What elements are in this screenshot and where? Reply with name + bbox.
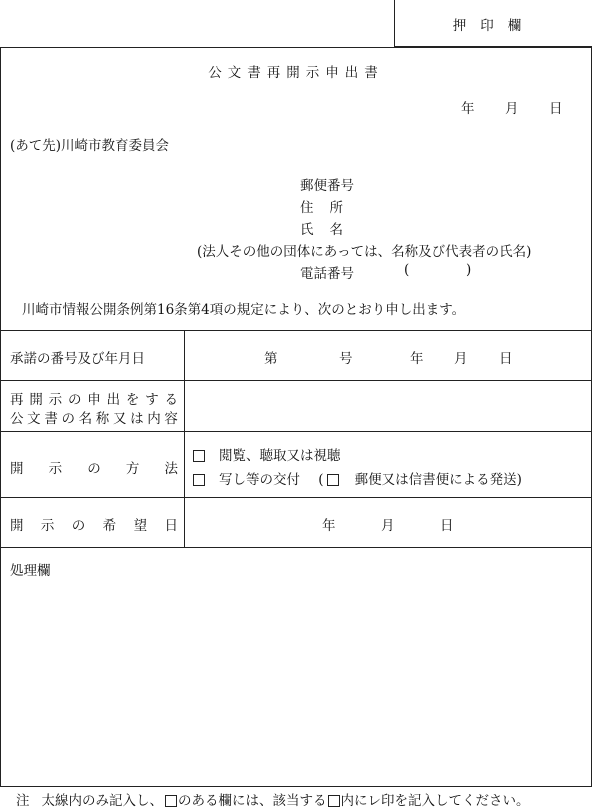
method-label-char: 法: [164, 461, 178, 477]
desired-month: 月: [381, 518, 395, 534]
document-label-line1-char: 申: [87, 392, 101, 408]
desired-date-label-char: の: [71, 518, 86, 534]
footer-note-part1: 太線内のみ記入し、: [41, 793, 163, 809]
addressee: (あて先)川崎市教育委員会: [10, 138, 170, 154]
phone-label: 電話番号: [300, 266, 354, 282]
document-label-line2-char: 名: [78, 411, 93, 427]
method-option2-text: 写し等の交付: [219, 472, 300, 488]
document-label-line2-char: 又: [112, 411, 127, 427]
method-paren-close: ): [516, 472, 522, 488]
method-paren-open: (: [318, 472, 324, 488]
document-label-line2-char: 書: [44, 411, 58, 427]
desired-day: 日: [440, 518, 454, 534]
document-label-line2-char: 称: [95, 411, 110, 427]
method-option1[interactable]: [193, 444, 341, 464]
date-day-label: 日: [549, 101, 563, 117]
date-year-label: 年: [461, 101, 475, 117]
method-label-char: 示: [48, 461, 63, 477]
statement: 川崎市情報公開条例第16条第4項の規定により、次のとおり申し出ます。: [22, 302, 466, 318]
approval-day: 日: [499, 351, 513, 367]
document-input[interactable]: [186, 385, 586, 445]
footer-note-part2: のある欄には、該当する: [178, 793, 327, 809]
method-option1-text: 閲覧、聴取又は視聴: [219, 448, 341, 464]
checkbox-copy[interactable]: [193, 474, 205, 486]
approval-label: 承諾の番号及び年月日: [10, 351, 145, 367]
processing-label: 処理欄: [10, 563, 51, 579]
document-label-line1-char: を: [125, 392, 140, 408]
desired-date-label: [10, 514, 178, 534]
method-label: [10, 457, 178, 477]
checkbox-mail[interactable]: [327, 474, 339, 486]
desired-date-label-char: 日: [164, 518, 178, 534]
divider-row4: [1, 547, 591, 548]
document-label-line1-char: 開: [29, 392, 43, 408]
document-label-line1-char: の: [67, 392, 82, 408]
desired-date-label-char: 開: [10, 518, 24, 534]
address-label: 住所: [300, 200, 359, 216]
method-label-char: 方: [125, 461, 140, 477]
document-label-line2: [10, 407, 178, 427]
document-label-line2-char: の: [61, 411, 75, 427]
approval-month: 月: [454, 351, 468, 367]
approval-year: 年: [410, 351, 424, 367]
desired-date-label-char: 希: [102, 518, 117, 534]
postal-code-label: 郵便番号: [300, 178, 354, 194]
approval-no-suffix: 号: [339, 351, 353, 367]
divider-header: [1, 330, 591, 331]
approval-no-prefix: 第: [264, 351, 278, 367]
column-divider: [184, 330, 185, 547]
footer-note-prefix: 注: [16, 793, 30, 809]
date-month-label: 月: [505, 101, 519, 117]
form-title: 公文書再開示申出書: [208, 65, 384, 81]
stamp-box: [394, 0, 592, 47]
document-label-line1-char: 再: [10, 392, 24, 408]
divider-row1: [1, 380, 591, 381]
document-label-line1-char: 出: [106, 392, 121, 408]
document-label-line1: [10, 388, 178, 408]
document-label-line1-char: る: [164, 392, 178, 408]
divider-row3: [1, 497, 591, 498]
document-label-line2-char: 容: [164, 411, 178, 427]
phone-paren-open: (: [404, 262, 410, 278]
method-label-char: 開: [10, 461, 24, 477]
document-label-line2-char: 内: [147, 411, 161, 427]
checkbox-view[interactable]: [193, 450, 205, 462]
method-label-char: の: [87, 461, 101, 477]
document-label-line2-char: は: [130, 411, 144, 427]
desired-year: 年: [322, 518, 336, 534]
method-option2-sub: 郵便又は信書便による発送: [354, 472, 517, 488]
document-label-line1-char: 示: [48, 392, 63, 408]
footer-note: [16, 789, 530, 809]
name-label: 氏名: [300, 222, 359, 238]
stamp-label: 押印欄: [452, 18, 536, 34]
corporate-note: (法人その他の団体にあっては、名称及び代表者の氏名): [197, 244, 532, 260]
method-option2[interactable]: [193, 468, 522, 488]
document-label-line1-char: す: [145, 392, 159, 408]
footer-note-part3: 内にレ印を記入してください。: [340, 793, 530, 809]
desired-date-label-char: 示: [40, 518, 55, 534]
document-label-line2-char: 公: [10, 411, 24, 427]
phone-paren-close: ): [466, 262, 472, 278]
document-label-line2-char: 文: [27, 411, 41, 427]
desired-date-label-char: 望: [133, 518, 148, 534]
